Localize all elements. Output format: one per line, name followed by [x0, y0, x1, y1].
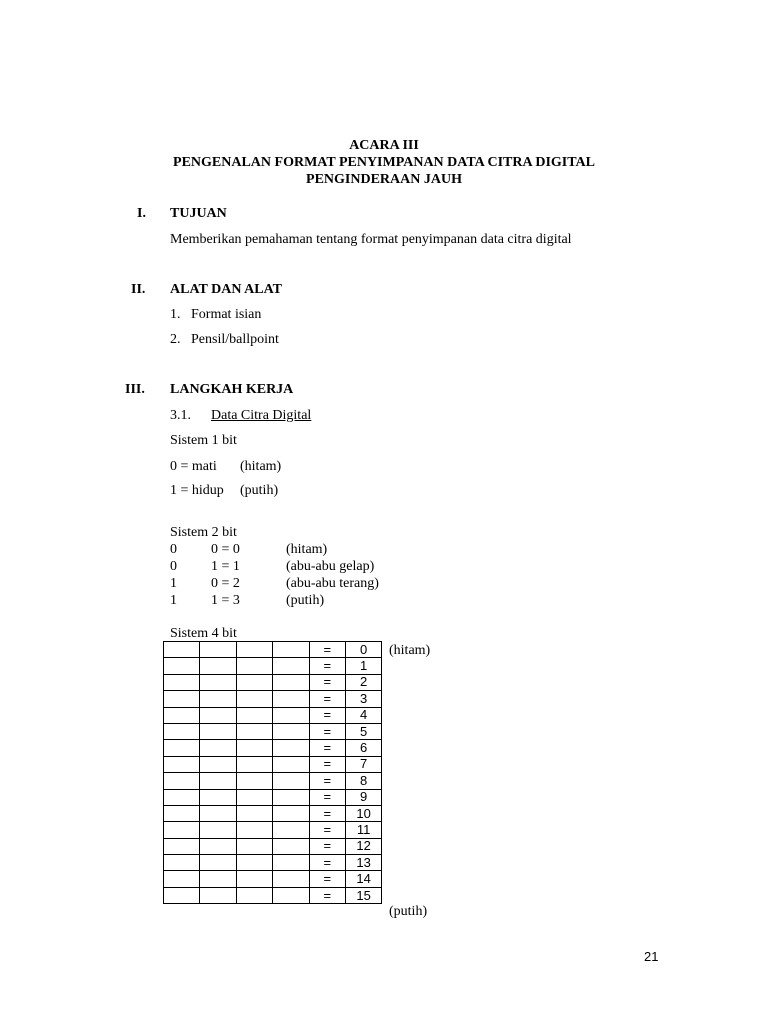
equals-cell: =	[309, 674, 345, 690]
bit-cell	[273, 674, 309, 690]
bit-cell	[200, 642, 236, 658]
equals-cell: =	[309, 822, 345, 838]
bit-cell	[200, 707, 236, 723]
bit-cell	[200, 789, 236, 805]
sistem-4bit-label-first: (hitam)	[389, 643, 431, 658]
bits-table-row	[164, 642, 382, 658]
value-cell: 5	[345, 723, 381, 739]
bit-cell	[236, 740, 272, 756]
bit-cell	[236, 691, 272, 707]
bit-cell	[200, 887, 236, 903]
sistem-2bit-row-3-bit: 1	[170, 593, 177, 608]
bit-cell	[164, 658, 200, 674]
bits-table-row	[164, 822, 382, 838]
bit-cell	[200, 871, 236, 887]
subsection-number: 3.1.	[170, 408, 191, 423]
bit-cell	[236, 756, 272, 772]
bit-cell	[164, 805, 200, 821]
bit-cell	[273, 838, 309, 854]
sistem-2bit-row-0-eq: 0 = 0	[211, 542, 240, 557]
equals-cell: =	[309, 855, 345, 871]
bit-cell	[236, 642, 272, 658]
bits-table-row	[164, 789, 382, 805]
subsection-title: Data Citra Digital	[211, 408, 312, 423]
bit-cell	[273, 822, 309, 838]
bit-cell	[164, 740, 200, 756]
section-1-text: Memberikan pemahaman tentang format penyimpanan data citra digital	[170, 232, 572, 247]
bit-cell	[273, 740, 309, 756]
bit-cell	[200, 723, 236, 739]
sistem-2bit-row-2-bit: 1	[170, 576, 177, 591]
bit-cell	[164, 838, 200, 854]
bit-cell	[200, 855, 236, 871]
bits-table-row	[164, 707, 382, 723]
section-2-number: II.	[131, 282, 146, 297]
value-cell: 4	[345, 707, 381, 723]
sistem-2bit-row-2-eq: 0 = 2	[211, 576, 240, 591]
tool-item-1: 1. Format isian	[170, 307, 262, 322]
sistem-2bit-row-0-bit: 0	[170, 542, 177, 557]
bit-cell	[236, 773, 272, 789]
bit-cell	[236, 855, 272, 871]
section-1-number: I.	[137, 206, 146, 221]
section-1-title: TUJUAN	[170, 206, 227, 221]
bit-cell	[273, 887, 309, 903]
sistem-2bit-title: Sistem 2 bit	[170, 525, 237, 540]
sistem-1bit-row-1-desc: (putih)	[240, 483, 279, 498]
value-cell: 15	[345, 887, 381, 903]
bit-cell	[200, 805, 236, 821]
bits-table-row	[164, 723, 382, 739]
equals-cell: =	[309, 691, 345, 707]
equals-cell: =	[309, 789, 345, 805]
sistem-1bit-row-0-desc: (hitam)	[240, 459, 282, 474]
doc-title-acara: ACARA III	[349, 138, 419, 153]
sistem-4bit-title: Sistem 4 bit	[170, 626, 237, 641]
equals-cell: =	[309, 805, 345, 821]
bits-table-row	[164, 805, 382, 821]
bit-cell	[273, 773, 309, 789]
value-cell: 11	[345, 822, 381, 838]
bits-table-row	[164, 691, 382, 707]
bit-cell	[164, 887, 200, 903]
bits-table-row	[164, 838, 382, 854]
equals-cell: =	[309, 756, 345, 772]
value-cell: 14	[345, 871, 381, 887]
sistem-2bit-row-0-desc: (hitam)	[286, 542, 328, 557]
bit-cell	[164, 855, 200, 871]
value-cell: 6	[345, 740, 381, 756]
bit-cell	[164, 642, 200, 658]
equals-cell: =	[309, 740, 345, 756]
bit-cell	[273, 642, 309, 658]
bit-cell	[200, 691, 236, 707]
sistem-2bit-row-2-desc: (abu-abu terang)	[286, 576, 379, 591]
value-cell: 7	[345, 756, 381, 772]
sistem-1bit-title: Sistem 1 bit	[170, 433, 237, 448]
bit-cell	[236, 723, 272, 739]
bit-cell	[164, 789, 200, 805]
bit-cell	[273, 756, 309, 772]
bit-cell	[200, 756, 236, 772]
section-3-title: LANGKAH KERJA	[170, 382, 294, 397]
bit-cell	[200, 838, 236, 854]
tool-item-2: 2. Pensil/ballpoint	[170, 332, 279, 347]
bit-cell	[236, 822, 272, 838]
bit-cell	[236, 805, 272, 821]
value-cell: 9	[345, 789, 381, 805]
bit-cell	[164, 773, 200, 789]
equals-cell: =	[309, 838, 345, 854]
bits-table-row	[164, 756, 382, 772]
bit-cell	[273, 691, 309, 707]
sistem-2bit-row-1-eq: 1 = 1	[211, 559, 240, 574]
value-cell: 10	[345, 805, 381, 821]
value-cell: 8	[345, 773, 381, 789]
bits-table-row	[164, 740, 382, 756]
bit-cell	[236, 789, 272, 805]
bit-cell	[164, 674, 200, 690]
value-cell: 13	[345, 855, 381, 871]
equals-cell: =	[309, 773, 345, 789]
value-cell: 12	[345, 838, 381, 854]
bits-table-row	[164, 871, 382, 887]
doc-title-main: PENGENALAN FORMAT PENYIMPANAN DATA CITRA DIGITAL	[173, 155, 595, 170]
bit-cell	[164, 756, 200, 772]
bit-cell	[200, 674, 236, 690]
equals-cell: =	[309, 642, 345, 658]
sistem-4bit-table	[163, 641, 382, 904]
page-number: 21	[644, 949, 659, 964]
section-2-title: ALAT DAN ALAT	[170, 282, 283, 297]
equals-cell: =	[309, 707, 345, 723]
bits-table-row	[164, 855, 382, 871]
bit-cell	[273, 707, 309, 723]
bit-cell	[164, 822, 200, 838]
bit-cell	[273, 658, 309, 674]
bit-cell	[200, 658, 236, 674]
bit-cell	[236, 871, 272, 887]
bits-table-row	[164, 773, 382, 789]
bits-table-row	[164, 674, 382, 690]
sistem-2bit-row-3-eq: 1 = 3	[211, 593, 240, 608]
bit-cell	[200, 822, 236, 838]
bit-cell	[236, 658, 272, 674]
equals-cell: =	[309, 887, 345, 903]
bit-cell	[236, 707, 272, 723]
bit-cell	[164, 723, 200, 739]
bit-cell	[236, 838, 272, 854]
section-3-number: III.	[125, 382, 145, 397]
bit-cell	[273, 723, 309, 739]
sistem-4bit-label-last: (putih)	[389, 904, 428, 919]
value-cell: 3	[345, 691, 381, 707]
bit-cell	[273, 855, 309, 871]
sistem-2bit-row-1-bit: 0	[170, 559, 177, 574]
bit-cell	[236, 887, 272, 903]
sistem-2bit-row-1-desc: (abu-abu gelap)	[286, 559, 375, 574]
value-cell: 0	[345, 642, 381, 658]
sistem-1bit-row-0-value: 0 = mati	[170, 459, 217, 474]
equals-cell: =	[309, 723, 345, 739]
sistem-2bit-row-3-desc: (putih)	[286, 593, 325, 608]
bit-cell	[200, 740, 236, 756]
bit-cell	[164, 871, 200, 887]
bit-cell	[200, 773, 236, 789]
equals-cell: =	[309, 658, 345, 674]
bits-table-row	[164, 887, 382, 903]
doc-title-sub: PENGINDERAAN JAUH	[306, 172, 462, 187]
bit-cell	[273, 805, 309, 821]
value-cell: 2	[345, 674, 381, 690]
bit-cell	[164, 707, 200, 723]
bits-table-row	[164, 658, 382, 674]
bit-cell	[164, 691, 200, 707]
equals-cell: =	[309, 871, 345, 887]
bit-cell	[236, 674, 272, 690]
bit-cell	[273, 789, 309, 805]
sistem-1bit-row-1-value: 1 = hidup	[170, 483, 224, 498]
bit-cell	[273, 871, 309, 887]
value-cell: 1	[345, 658, 381, 674]
